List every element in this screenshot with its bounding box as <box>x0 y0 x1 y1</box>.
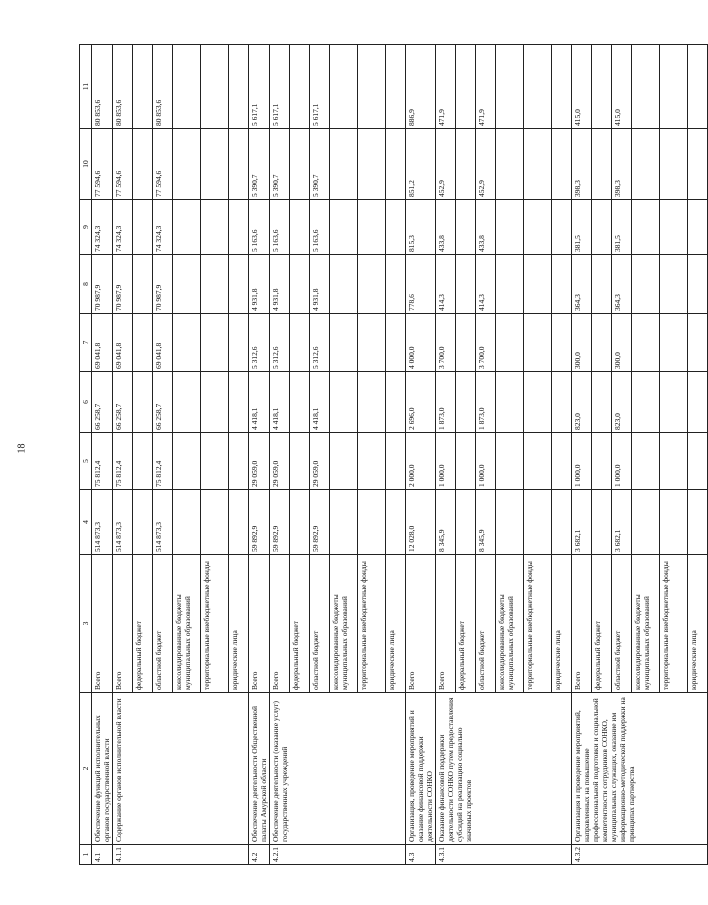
amount-cell: 75 812,4 <box>153 433 173 490</box>
amount-cell <box>229 45 249 129</box>
amount-cell: 433,8 <box>476 200 496 255</box>
amount-cell <box>524 255 552 314</box>
amount-cell <box>496 255 524 314</box>
funding-source: Всего <box>572 555 592 693</box>
item-code: 4.2 <box>249 845 270 865</box>
amount-cell: 74 324,3 <box>92 200 113 255</box>
amount-cell: 66 258,7 <box>113 372 133 433</box>
item-name: Обеспечение функций исполнительных органов государственной власти <box>92 693 113 845</box>
amount-cell: 300,0 <box>612 314 632 372</box>
funding-source: консолидированные бюджеты муниципальных образований <box>173 555 201 693</box>
table-row <box>249 45 270 865</box>
amount-cell <box>456 255 476 314</box>
amount-cell: 1 000,0 <box>436 433 456 490</box>
amount-cell <box>496 200 524 255</box>
amount-cell: 514 873,3 <box>113 490 133 555</box>
amount-cell: 364,3 <box>572 255 592 314</box>
amount-cell: 823,0 <box>612 372 632 433</box>
amount-cell: 5 312,6 <box>249 314 270 372</box>
amount-cell: 5 312,6 <box>310 314 330 372</box>
amount-cell: 5 163,6 <box>249 200 270 255</box>
amount-cell: 5 163,6 <box>270 200 290 255</box>
column-number: 1 <box>80 845 92 865</box>
amount-cell <box>632 314 660 372</box>
amount-cell: 69 041,8 <box>153 314 173 372</box>
funding-source: территориальные внебюджетные фонды <box>660 555 688 693</box>
amount-cell: 4 000,0 <box>406 314 436 372</box>
amount-cell <box>552 433 572 490</box>
item-name: Содержание органов исполнительной власти <box>113 693 249 845</box>
amount-cell <box>496 372 524 433</box>
amount-cell <box>133 200 153 255</box>
amount-cell: 4 931,8 <box>310 255 330 314</box>
amount-cell: 5 163,6 <box>310 200 330 255</box>
amount-cell: 4 418,1 <box>270 372 290 433</box>
amount-cell <box>133 372 153 433</box>
item-code: 4.1 <box>92 845 113 865</box>
budget-table <box>79 44 708 865</box>
amount-cell <box>290 314 310 372</box>
amount-cell: 80 853,6 <box>113 45 133 129</box>
amount-cell <box>660 433 688 490</box>
funding-source: юридические лица <box>386 555 406 693</box>
amount-cell: 851,2 <box>406 129 436 200</box>
amount-cell: 74 324,3 <box>113 200 133 255</box>
amount-cell: 77 594,6 <box>153 129 173 200</box>
amount-cell <box>290 45 310 129</box>
amount-cell <box>358 129 386 200</box>
amount-cell <box>688 45 708 129</box>
column-number: 5 <box>80 433 92 490</box>
amount-cell <box>524 129 552 200</box>
funding-source: территориальные внебюджетные фонды <box>201 555 229 693</box>
amount-cell: 80 853,6 <box>92 45 113 129</box>
amount-cell: 3 700,0 <box>436 314 456 372</box>
amount-cell <box>592 314 612 372</box>
amount-cell: 59 892,9 <box>310 490 330 555</box>
table-row <box>436 45 456 865</box>
amount-cell <box>524 372 552 433</box>
amount-cell <box>201 129 229 200</box>
amount-cell <box>229 200 249 255</box>
amount-cell: 452,9 <box>436 129 456 200</box>
funding-source: территориальные внебюджетные фонды <box>358 555 386 693</box>
funding-source: территориальные внебюджетные фонды <box>524 555 552 693</box>
column-number: 7 <box>80 314 92 372</box>
amount-cell: 514 873,3 <box>153 490 173 555</box>
amount-cell <box>592 45 612 129</box>
page-number: 18 <box>16 443 28 454</box>
amount-cell <box>456 372 476 433</box>
table-row <box>92 45 113 865</box>
amount-cell: 70 987,9 <box>113 255 133 314</box>
amount-cell: 452,9 <box>476 129 496 200</box>
amount-cell <box>133 45 153 129</box>
amount-cell <box>660 45 688 129</box>
amount-cell: 364,3 <box>612 255 632 314</box>
amount-cell <box>173 433 201 490</box>
amount-cell: 59 892,9 <box>249 490 270 555</box>
item-code: 4.3.1 <box>436 845 572 865</box>
amount-cell <box>386 255 406 314</box>
amount-cell <box>552 129 572 200</box>
amount-cell <box>358 314 386 372</box>
amount-cell <box>456 433 476 490</box>
funding-source: федеральный бюджет <box>133 555 153 693</box>
amount-cell <box>660 255 688 314</box>
item-name: Организация и проведение мероприятий, направленных на повышение профессиональной подготовки и социальной компетентности сотрудников СОНКО, муниципальных служащих, оказание им информационно-методической поддержки на принципах партнерства <box>572 693 708 845</box>
amount-cell: 1 873,0 <box>436 372 456 433</box>
item-name: Оказание финансовой поддержки деятельности СОНКО путем предоставления субсидий на реализацию социально значимых проектов <box>436 693 572 845</box>
amount-cell: 1 000,0 <box>476 433 496 490</box>
column-number: 8 <box>80 255 92 314</box>
amount-cell <box>290 255 310 314</box>
amount-cell: 1 873,0 <box>476 372 496 433</box>
amount-cell <box>592 129 612 200</box>
amount-cell <box>201 45 229 129</box>
amount-cell: 823,0 <box>572 372 592 433</box>
column-number: 9 <box>80 200 92 255</box>
amount-cell <box>330 255 358 314</box>
amount-cell <box>524 200 552 255</box>
item-name: Организация, проведение мероприятий и оказание финансовой поддержки деятельности СОНКО <box>406 693 436 845</box>
amount-cell <box>496 433 524 490</box>
amount-cell: 69 041,8 <box>92 314 113 372</box>
amount-cell: 415,0 <box>612 45 632 129</box>
funding-source: областной бюджет <box>153 555 173 693</box>
item-name: Обеспечение деятельности (оказание услуг) государственных учреждений <box>270 693 406 845</box>
amount-cell <box>552 314 572 372</box>
amount-cell: 5 617,1 <box>310 45 330 129</box>
amount-cell <box>201 490 229 555</box>
column-number: 3 <box>80 555 92 693</box>
amount-cell: 5 390,7 <box>249 129 270 200</box>
amount-cell <box>201 433 229 490</box>
amount-cell: 5 390,7 <box>270 129 290 200</box>
amount-cell <box>688 255 708 314</box>
funding-source: Всего <box>270 555 290 693</box>
amount-cell: 4 931,8 <box>249 255 270 314</box>
amount-cell <box>201 314 229 372</box>
amount-cell <box>173 255 201 314</box>
amount-cell <box>688 200 708 255</box>
funding-source: Всего <box>406 555 436 693</box>
amount-cell: 69 041,8 <box>113 314 133 372</box>
amount-cell <box>229 490 249 555</box>
funding-source: юридические лица <box>229 555 249 693</box>
amount-cell <box>552 255 572 314</box>
amount-cell: 75 812,4 <box>113 433 133 490</box>
amount-cell <box>688 314 708 372</box>
amount-cell <box>330 372 358 433</box>
amount-cell <box>358 372 386 433</box>
amount-cell: 75 812,4 <box>92 433 113 490</box>
amount-cell: 2 696,0 <box>406 372 436 433</box>
column-number-row <box>80 45 92 865</box>
amount-cell <box>386 314 406 372</box>
amount-cell: 29 059,0 <box>270 433 290 490</box>
amount-cell: 415,0 <box>572 45 592 129</box>
funding-source: консолидированные бюджеты муниципальных образований <box>632 555 660 693</box>
amount-cell <box>632 200 660 255</box>
amount-cell <box>173 490 201 555</box>
amount-cell <box>386 490 406 555</box>
amount-cell <box>330 433 358 490</box>
funding-source: областной бюджет <box>612 555 632 693</box>
amount-cell <box>330 490 358 555</box>
amount-cell <box>173 129 201 200</box>
amount-cell: 29 059,0 <box>310 433 330 490</box>
amount-cell <box>632 433 660 490</box>
amount-cell <box>688 433 708 490</box>
amount-cell <box>688 372 708 433</box>
amount-cell <box>330 45 358 129</box>
amount-cell: 1 000,0 <box>612 433 632 490</box>
amount-cell: 398,3 <box>612 129 632 200</box>
amount-cell <box>201 255 229 314</box>
amount-cell: 398,3 <box>572 129 592 200</box>
amount-cell: 59 892,9 <box>270 490 290 555</box>
amount-cell: 66 258,7 <box>153 372 173 433</box>
amount-cell: 4 418,1 <box>249 372 270 433</box>
amount-cell: 8 345,9 <box>476 490 496 555</box>
amount-cell <box>660 490 688 555</box>
amount-cell: 433,8 <box>436 200 456 255</box>
funding-source: областной бюджет <box>310 555 330 693</box>
amount-cell <box>660 200 688 255</box>
amount-cell <box>632 490 660 555</box>
table-row <box>572 45 592 865</box>
funding-source: федеральный бюджет <box>290 555 310 693</box>
amount-cell <box>201 372 229 433</box>
amount-cell: 414,3 <box>436 255 456 314</box>
amount-cell <box>660 372 688 433</box>
amount-cell <box>592 490 612 555</box>
amount-cell <box>524 314 552 372</box>
amount-cell: 381,5 <box>612 200 632 255</box>
amount-cell <box>386 129 406 200</box>
amount-cell <box>524 433 552 490</box>
amount-cell <box>552 372 572 433</box>
funding-source: консолидированные бюджеты муниципальных образований <box>330 555 358 693</box>
amount-cell: 414,3 <box>476 255 496 314</box>
item-name: Обеспечение деятельности Общественной палаты Амурской области <box>249 693 270 845</box>
table-row <box>270 45 290 865</box>
amount-cell: 3 700,0 <box>476 314 496 372</box>
amount-cell <box>330 314 358 372</box>
amount-cell <box>290 200 310 255</box>
column-number: 11 <box>80 45 92 129</box>
amount-cell: 4 418,1 <box>310 372 330 433</box>
amount-cell <box>592 433 612 490</box>
item-code: 4.3 <box>406 845 436 865</box>
amount-cell <box>456 129 476 200</box>
funding-source: юридические лица <box>688 555 708 693</box>
funding-source: Всего <box>436 555 456 693</box>
amount-cell <box>496 314 524 372</box>
amount-cell <box>173 45 201 129</box>
amount-cell <box>358 255 386 314</box>
amount-cell <box>133 433 153 490</box>
amount-cell <box>358 45 386 129</box>
amount-cell <box>456 200 476 255</box>
amount-cell <box>290 490 310 555</box>
amount-cell <box>456 45 476 129</box>
amount-cell <box>133 314 153 372</box>
amount-cell: 300,0 <box>572 314 592 372</box>
amount-cell <box>632 45 660 129</box>
amount-cell: 5 312,6 <box>270 314 290 372</box>
amount-cell <box>688 129 708 200</box>
amount-cell <box>496 45 524 129</box>
amount-cell <box>632 129 660 200</box>
amount-cell <box>201 200 229 255</box>
amount-cell: 70 987,9 <box>92 255 113 314</box>
funding-source: федеральный бюджет <box>456 555 476 693</box>
amount-cell: 29 059,0 <box>249 433 270 490</box>
amount-cell: 471,9 <box>436 45 456 129</box>
amount-cell <box>592 372 612 433</box>
amount-cell <box>632 255 660 314</box>
amount-cell: 1 000,0 <box>572 433 592 490</box>
amount-cell <box>592 255 612 314</box>
amount-cell: 66 258,7 <box>92 372 113 433</box>
funding-source: Всего <box>113 555 133 693</box>
funding-source: Всего <box>249 555 270 693</box>
amount-cell <box>229 129 249 200</box>
amount-cell: 381,5 <box>572 200 592 255</box>
amount-cell <box>524 45 552 129</box>
amount-cell: 3 682,1 <box>612 490 632 555</box>
amount-cell <box>229 314 249 372</box>
column-number: 2 <box>80 693 92 845</box>
rotated-page-content <box>79 45 698 865</box>
amount-cell <box>358 433 386 490</box>
item-code: 4.1.1 <box>113 845 249 865</box>
amount-cell <box>496 490 524 555</box>
amount-cell <box>386 45 406 129</box>
amount-cell <box>660 129 688 200</box>
amount-cell <box>358 490 386 555</box>
amount-cell <box>456 314 476 372</box>
amount-cell: 74 324,3 <box>153 200 173 255</box>
amount-cell <box>330 200 358 255</box>
amount-cell: 77 594,6 <box>92 129 113 200</box>
funding-source: областной бюджет <box>476 555 496 693</box>
amount-cell: 471,9 <box>476 45 496 129</box>
column-number: 6 <box>80 372 92 433</box>
amount-cell <box>386 433 406 490</box>
amount-cell <box>358 200 386 255</box>
amount-cell <box>386 200 406 255</box>
amount-cell <box>688 490 708 555</box>
amount-cell: 80 853,6 <box>153 45 173 129</box>
item-code: 4.3.2 <box>572 845 708 865</box>
column-number: 10 <box>80 129 92 200</box>
amount-cell: 886,9 <box>406 45 436 129</box>
amount-cell: 815,3 <box>406 200 436 255</box>
amount-cell <box>552 45 572 129</box>
amount-cell: 5 617,1 <box>270 45 290 129</box>
amount-cell: 2 000,0 <box>406 433 436 490</box>
amount-cell <box>229 372 249 433</box>
amount-cell <box>229 255 249 314</box>
amount-cell <box>524 490 552 555</box>
funding-source: Всего <box>92 555 113 693</box>
amount-cell <box>133 490 153 555</box>
amount-cell: 514 873,3 <box>92 490 113 555</box>
amount-cell <box>290 433 310 490</box>
amount-cell <box>456 490 476 555</box>
column-number: 4 <box>80 490 92 555</box>
amount-cell <box>229 433 249 490</box>
funding-source: федеральный бюджет <box>592 555 612 693</box>
amount-cell: 5 617,1 <box>249 45 270 129</box>
amount-cell <box>173 200 201 255</box>
amount-cell: 12 028,0 <box>406 490 436 555</box>
amount-cell <box>632 372 660 433</box>
amount-cell: 70 987,9 <box>153 255 173 314</box>
amount-cell <box>290 129 310 200</box>
amount-cell <box>133 129 153 200</box>
amount-cell <box>330 129 358 200</box>
amount-cell: 778,6 <box>406 255 436 314</box>
funding-source: консолидированные бюджеты муниципальных образований <box>496 555 524 693</box>
amount-cell <box>173 314 201 372</box>
amount-cell: 4 931,8 <box>270 255 290 314</box>
amount-cell <box>173 372 201 433</box>
amount-cell: 8 345,9 <box>436 490 456 555</box>
amount-cell <box>552 200 572 255</box>
amount-cell <box>552 490 572 555</box>
table-row <box>113 45 133 865</box>
amount-cell <box>660 314 688 372</box>
amount-cell <box>290 372 310 433</box>
amount-cell <box>133 255 153 314</box>
funding-source: юридические лица <box>552 555 572 693</box>
amount-cell: 5 390,7 <box>310 129 330 200</box>
amount-cell <box>496 129 524 200</box>
table-row <box>406 45 436 865</box>
amount-cell: 3 682,1 <box>572 490 592 555</box>
item-code: 4.2.1 <box>270 845 406 865</box>
amount-cell <box>386 372 406 433</box>
amount-cell <box>592 200 612 255</box>
amount-cell: 77 594,6 <box>113 129 133 200</box>
